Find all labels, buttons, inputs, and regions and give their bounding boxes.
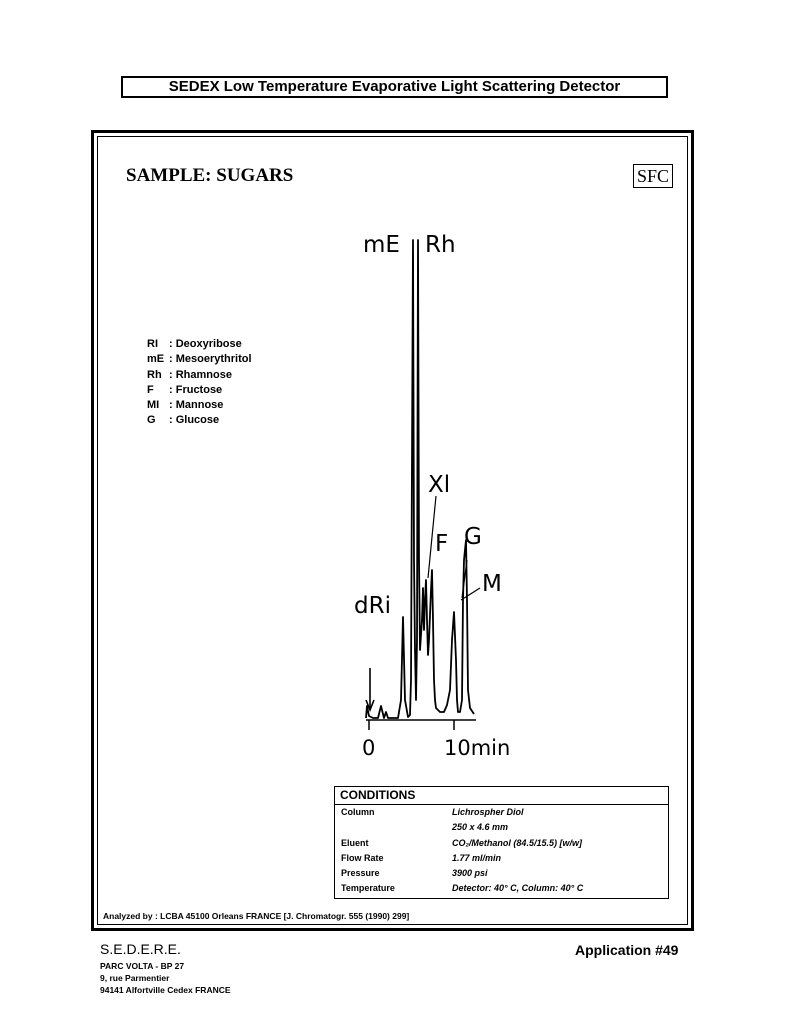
condition-value: 250 x 4.6 mm — [452, 822, 509, 833]
condition-row — [335, 838, 668, 853]
legend-abbr: F — [147, 383, 154, 396]
legend-row — [147, 413, 252, 428]
condition-label: Column — [341, 807, 375, 817]
condition-value: 1.77 ml/min — [452, 852, 502, 863]
condition-label: Temperature — [341, 883, 395, 894]
legend-abbr: MI — [147, 399, 160, 412]
sample-title: SAMPLE: SUGARS — [126, 165, 294, 186]
company-address — [100, 960, 231, 996]
legend-name: : Mesoerythritol — [169, 353, 252, 366]
legend-name: : Deoxyribose — [169, 338, 242, 350]
condition-value: 3900 psi — [452, 868, 488, 879]
condition-row — [335, 853, 668, 868]
address-line: 94141 Alfortville Cedex FRANCE — [100, 985, 231, 995]
legend-row — [147, 368, 252, 383]
analyzed-by-note: Analyzed by : LCBA 45100 Orleans FRANCE [J. Chromatogr. 555 (1990) 299] — [103, 911, 410, 921]
peak-label-rh: Rh — [425, 232, 456, 258]
condition-row — [335, 807, 668, 822]
condition-row — [335, 868, 668, 883]
peak-label-m: M — [482, 571, 502, 597]
address-line: 9, rue Parmentier — [100, 973, 170, 983]
legend-row — [147, 383, 252, 398]
chromatogram-trace — [366, 240, 474, 718]
chromatogram — [340, 210, 540, 765]
condition-value: CO₂/Methanol (84.5/15.5) [w/w] — [452, 837, 582, 848]
company-name: S.E.D.E.R.E. — [100, 941, 181, 957]
legend-row — [147, 352, 252, 367]
peak-label-f: F — [435, 531, 449, 557]
legend-abbr: Rh — [147, 368, 162, 381]
peak-label-me: mE — [363, 232, 400, 258]
legend-row — [147, 337, 252, 352]
axis-label-10min: 10min — [444, 736, 511, 760]
conditions-box — [334, 786, 669, 899]
condition-value: Lichrospher Diol — [452, 807, 524, 817]
legend-name: : Rhamnose — [169, 368, 232, 381]
method-badge: SFC — [633, 164, 673, 188]
legend-abbr: G — [147, 414, 156, 427]
condition-label: Pressure — [341, 868, 380, 879]
legend-name: : Mannose — [169, 399, 224, 412]
legend-abbr: RI — [147, 338, 158, 350]
compound-legend — [147, 337, 252, 429]
condition-row — [335, 883, 668, 898]
document-title: SEDEX Low Temperature Evaporative Light Scattering Detector — [121, 76, 668, 98]
address-line: PARC VOLTA - BP 27 — [100, 961, 185, 971]
legend-abbr: mE — [147, 353, 165, 366]
conditions-table — [335, 807, 668, 899]
condition-row — [335, 822, 668, 837]
peak-label-g: G — [464, 524, 482, 550]
legend-name: : Fructose — [169, 383, 223, 396]
condition-label: Flow Rate — [341, 852, 384, 863]
axis-label-0: 0 — [362, 736, 376, 760]
peak-label-xl: Xl — [428, 472, 451, 498]
condition-label: Eluent — [341, 837, 369, 848]
legend-row — [147, 398, 252, 413]
conditions-title: CONDITIONS — [335, 787, 668, 805]
peak-label-dri: dRi — [354, 593, 391, 619]
legend-name: : Glucose — [169, 414, 220, 427]
application-number: Application #49 — [575, 942, 679, 958]
condition-value: Detector: 40° C, Column: 40° C — [452, 883, 584, 894]
